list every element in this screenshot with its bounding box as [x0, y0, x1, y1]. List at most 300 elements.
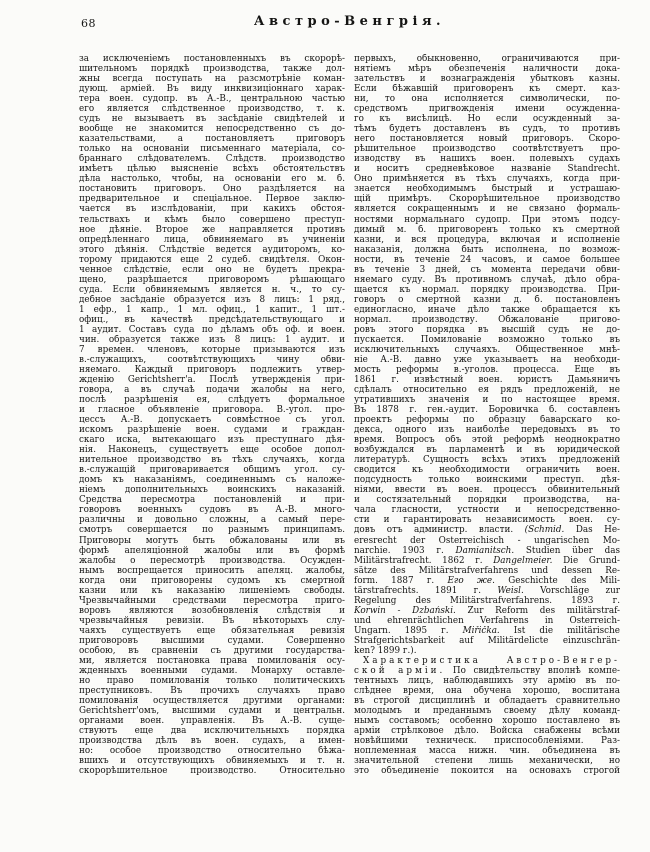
text-line	[354, 636, 620, 646]
text-run: искомъ разрѣшеніе воен. судами и граждан-	[79, 425, 345, 436]
text-line	[354, 365, 620, 375]
text-run: сводится къ необходимости ограничить воен.	[354, 465, 620, 476]
text-run: говора, а въ случаѣ подачи жалобы на него,	[79, 385, 345, 396]
text-line	[79, 626, 345, 636]
text-run: въ строгой дисциплинѣ и обладаетъ сравнительно	[354, 696, 620, 706]
text-line	[79, 375, 345, 385]
text-run: особою, въ сравненіи съ другими государства-	[79, 645, 345, 656]
text-run: рѣшительное производство соотвѣтствуетъ про-	[354, 144, 620, 155]
text-line	[354, 144, 620, 154]
text-line	[79, 285, 345, 295]
text-run: наказанія, должна быть исполнена, по возмож-	[354, 244, 620, 255]
text-run: средствомъ пригвожденія имени осужденна-	[354, 104, 620, 115]
text-run: Оно примѣняется въ тѣхъ случаяхъ, когда при-	[354, 174, 620, 185]
text-run: Studien über das	[514, 545, 620, 556]
text-line	[354, 225, 620, 235]
text-line	[354, 666, 620, 676]
text-line	[79, 295, 345, 305]
text-run: слѣднее время, она обучена хорошо, воспитана	[354, 685, 620, 696]
text-line	[79, 365, 345, 375]
text-run: судъ не вызываетъ въ засѣданіе свидѣтелей и	[79, 114, 345, 125]
text-run: Zur Reform des militärstraf-	[455, 605, 620, 616]
text-run: Средства пересмотра постановленій и при-	[79, 495, 345, 506]
text-line	[79, 104, 345, 114]
text-run: производства дѣлъ въ воен. судахъ, а имен-	[79, 736, 345, 747]
text-run: это объединеніе покоится на основахъ строгой	[354, 766, 620, 777]
text-run: скаго иска, вытекающаго изъ преступнаго дѣя-	[79, 435, 345, 446]
text-run: тера воен. судопр. въ А.-В., центральною частью	[79, 94, 345, 105]
text-line	[354, 134, 620, 144]
text-line	[79, 616, 345, 626]
text-run: суда. Если обвиняемымъ является н. ч., то су-	[79, 284, 345, 295]
text-run: ствуютъ еще два исключительныхъ порядка	[79, 726, 345, 737]
text-run: Das He-	[564, 525, 620, 536]
text-run: Характеристика Австро-Венгер-	[363, 655, 620, 666]
text-line	[354, 706, 620, 716]
text-run: имѣетъ цѣлью выясненіе всѣхъ обстоятельствъ	[79, 164, 345, 175]
text-line	[354, 385, 620, 395]
text-line	[354, 174, 620, 184]
text-line	[79, 636, 345, 646]
text-run: въ теченіе 3 дней, съ момента передачи обви-	[354, 264, 620, 275]
text-run: чрезвычайныя ревизіи. Въ нѣкоторыхъ слу-	[79, 615, 345, 626]
text-run: но: особое производство относительно бѣжа-	[79, 746, 345, 757]
text-line	[354, 746, 620, 756]
text-run: органами воен. управленія. Въ А.-В. суще-	[79, 716, 345, 727]
text-line	[354, 626, 620, 636]
text-line	[79, 736, 345, 746]
text-line	[354, 305, 620, 315]
text-run: помилованія осуществляется другими органами:	[79, 696, 345, 706]
text-line	[354, 94, 620, 104]
text-run: и носитъ средневѣковое названіе Standrecht.	[354, 164, 620, 175]
text-line	[354, 425, 620, 435]
text-run: ноплеменная масса нижн. чин. объединена въ	[354, 746, 620, 757]
text-line	[79, 164, 345, 174]
text-run: казни, и вся процедура, включая и исполненіе	[354, 234, 620, 245]
text-run: утратившихъ значенія и по настоящее время.	[354, 395, 620, 406]
text-run: и гласное объявленіе приговора. В.-угол. про-	[79, 405, 345, 416]
text-run: жденію Gerichtsherr'а. Послѣ утвержденія при-	[79, 375, 345, 385]
text-body	[79, 54, 620, 776]
running-head	[79, 14, 620, 32]
text-run: Dangelmeier.	[493, 555, 553, 566]
text-run: приговоровъ высшими судами. Совершенно	[79, 635, 345, 646]
text-line	[79, 235, 345, 245]
text-run: щій примѣръ. Скорорѣшительное производство	[354, 194, 620, 205]
text-line	[354, 676, 620, 686]
text-run: нымъ воспрещается приносить апеляц. жалобы,	[79, 565, 345, 576]
text-line	[354, 646, 620, 656]
text-run: опредѣленнаго лица, обвиняемаго въ учиненіи	[79, 234, 345, 245]
text-line	[79, 485, 345, 495]
text-run: нымъ составомъ; особенно хорошо поставлено въ	[354, 716, 620, 727]
page-number: 68	[81, 17, 96, 30]
text-run: Die Grund-	[552, 555, 620, 566]
text-line	[354, 64, 620, 74]
text-run: ченное слѣдствіе, если оно не будетъ прекра-	[79, 264, 345, 275]
text-line	[79, 84, 345, 94]
text-run: няемаго. Каждый приговоръ подлежитъ утвер-	[79, 364, 345, 375]
text-run: в.-служащій приговаривается общимъ угол. су-	[79, 465, 345, 476]
text-line	[79, 495, 345, 505]
text-run: говоровъ военныхъ судовъ въ А.-В. много-	[79, 505, 345, 516]
text-line	[354, 616, 620, 626]
text-line	[79, 385, 345, 395]
text-line	[354, 696, 620, 706]
text-line	[354, 285, 620, 295]
text-line	[79, 225, 345, 235]
text-run: ровъ этого порядка въ высшій судъ не до-	[354, 324, 620, 335]
text-line	[79, 726, 345, 736]
text-line	[79, 455, 345, 465]
text-line	[79, 596, 345, 606]
text-run: дующ. арміей. Въ виду инквизиціоннаго харак-	[79, 84, 345, 95]
text-line	[354, 556, 620, 566]
text-run: молодымъ и преданнымъ своему дѣлу команд-	[354, 706, 620, 717]
text-run: различны и довольно сложны, а самый пере-	[79, 515, 345, 526]
text-line	[354, 235, 620, 245]
text-line	[354, 546, 620, 556]
text-run: жденныхъ военными судами. Монарху оставле-	[79, 665, 345, 676]
text-line	[354, 736, 620, 746]
text-line	[79, 425, 345, 435]
text-run: смотръ совершается по разнымъ принципамъ.	[79, 525, 345, 536]
text-line	[354, 215, 620, 225]
text-run: время. Вопросъ объ этой реформѣ неоднократно	[354, 435, 620, 446]
text-line	[79, 756, 345, 766]
text-line	[79, 435, 345, 445]
text-run: формѣ апеляціонной жалобы или въ формѣ	[79, 545, 345, 556]
text-line	[354, 415, 620, 425]
text-line	[354, 104, 620, 114]
text-line	[354, 525, 620, 535]
text-run: цессъ А.-В. допускаетъ совмѣстное съ угол.	[79, 415, 345, 426]
text-run: 1 аудит. Составъ суда по дѣламъ объ оф. и воен.	[79, 324, 345, 335]
text-run: нія. Наконецъ, существуетъ еще особое допол-	[79, 445, 345, 456]
text-run: казни или къ наказанію лишеніемъ свободы.	[79, 585, 345, 596]
text-run: дѣла настолько, чтобы, на основаніи его м. б.	[79, 174, 345, 185]
text-run: щается къ нормал. порядку производства. При-	[354, 284, 620, 295]
text-line	[79, 666, 345, 676]
text-line	[79, 415, 345, 425]
text-line	[79, 124, 345, 134]
text-run: предварительное и спеціальное. Первое заклю-	[79, 194, 345, 205]
text-line	[79, 576, 345, 586]
text-line	[354, 395, 620, 405]
text-line	[79, 154, 345, 164]
text-line	[354, 295, 620, 305]
text-line	[79, 656, 345, 666]
text-line	[79, 536, 345, 546]
text-run: сдѣлалъ относительно ея рядъ предложеній, не	[354, 385, 620, 396]
text-run: пускается. Помилованіе возможно только въ	[354, 334, 620, 345]
text-line	[79, 64, 345, 74]
text-run: единогласно, иначе дѣло также обращается къ	[354, 304, 620, 315]
text-run: казательствами, а постановляетъ приговоръ	[79, 134, 345, 145]
text-run: ніе А.-В. давно уже указываетъ на необходи-	[354, 354, 620, 365]
text-run: Weisl.	[497, 585, 524, 596]
text-run: браннаго слѣдователемъ. Слѣдств. производство	[79, 154, 345, 165]
text-run: нормал. производству. Обжалованіе пригово-	[354, 314, 620, 325]
text-run: него постановляется новый приговоръ. Скоро-	[354, 134, 620, 145]
text-run: Militärstrafrecht. 1862 г.	[354, 555, 494, 566]
text-run: зательствъ и вознагражденія убытковъ казны.	[354, 74, 620, 85]
text-line	[354, 465, 620, 475]
text-run: Если бѣжавшій приговоренъ къ смерт. каз-	[354, 84, 620, 95]
text-line	[354, 485, 620, 495]
text-run: говоръ о смертной казни д. б. постановленъ	[354, 294, 620, 305]
text-run: ности, въ теченіе 24 часовъ, и самое большее	[354, 254, 620, 265]
text-line	[354, 726, 620, 736]
text-run: чала гласности, устности и непосредственно-	[354, 505, 620, 516]
text-line	[79, 525, 345, 535]
text-run: шительномъ порядкѣ производства, также дол-	[79, 64, 345, 75]
text-run: нятіемъ мѣръ обезпеченія наличности дока-	[354, 64, 620, 75]
text-line	[354, 124, 620, 134]
text-line	[79, 445, 345, 455]
text-line	[354, 164, 620, 174]
text-line	[354, 716, 620, 726]
text-run: Его же.	[447, 575, 495, 586]
text-run: постановить приговоръ. Оно раздѣляется на	[79, 184, 345, 195]
text-run: го къ висѣлицѣ. Но если осужденный за-	[354, 114, 620, 125]
text-line	[354, 596, 620, 606]
text-line	[354, 265, 620, 275]
text-line	[79, 706, 345, 716]
text-line	[79, 355, 345, 365]
text-run: жны всегда поступать на разсмотрѣніе коман-	[79, 74, 345, 85]
text-run: только на основаніи письменнаго матеріала, со-	[79, 144, 345, 155]
text-line	[354, 335, 620, 345]
text-run: (Schmid.	[524, 525, 565, 536]
text-line	[79, 335, 345, 345]
text-run: этого дѣянія. Слѣдствіе ведется аудиторомъ, ко-	[79, 244, 345, 255]
text-line	[79, 54, 345, 64]
text-line	[79, 194, 345, 204]
text-line	[79, 686, 345, 696]
text-line	[79, 265, 345, 275]
text-run: исключительныхъ случаяхъ. Общественное мнѣ-	[354, 344, 620, 355]
text-line	[79, 465, 345, 475]
text-run: ніемъ дополнительныхъ воинскихъ наказаній.	[79, 485, 345, 496]
text-run: ни, то она исполняется символически, по-	[354, 94, 620, 105]
page-title: Австро-Венгрія.	[253, 14, 446, 29]
text-run: вообще не знакомится непосредственно съ до-	[79, 124, 345, 135]
text-run: домъ къ наказаніямъ, соединеннымъ съ наложе-	[79, 475, 345, 486]
text-run: eresrecht der Österreichisch - ungarischen Mo-	[354, 535, 620, 546]
text-run: По свидѣтельству вполнѣ компе-	[445, 665, 620, 676]
text-run: но право помилованія только политическихъ	[79, 675, 345, 686]
text-run: мость реформы в.-уголов. процесса. Еще въ	[354, 364, 620, 375]
text-run: ное дѣяніе. Второе же направляется противъ	[79, 224, 345, 235]
text-run: послѣ разрѣшенія ея, слѣдуетъ формальное	[79, 395, 345, 406]
text-line	[354, 54, 620, 64]
text-run: чается въ изслѣдованіи, при какихъ обстоя-	[79, 204, 345, 215]
text-line	[79, 305, 345, 315]
text-run: 1861 г. извѣстный воен. юристъ Дамьяничъ	[354, 375, 620, 385]
text-run: арміи стрѣлковое дѣло. Войска снабжены всѣми	[354, 726, 620, 737]
text-run: ской арміи.	[354, 665, 446, 676]
text-line	[79, 74, 345, 84]
text-run: является сокращеннымъ и не связано формаль-	[354, 204, 620, 215]
text-line	[79, 676, 345, 686]
text-line	[354, 475, 620, 485]
text-run: und ehrenrächtlichen Verfahrens in Österreich-	[354, 615, 620, 626]
text-line	[354, 586, 620, 596]
text-line	[354, 606, 620, 616]
text-run: 1 ефр., 1 капр., 1 мл. офиц., 1 капит., 1 шт.-	[79, 304, 345, 315]
text-line	[354, 375, 620, 385]
text-line	[79, 134, 345, 144]
text-run: Regelung des Militärstrafverfahrens. 1893 г.	[354, 595, 620, 606]
text-line	[354, 194, 620, 204]
text-line	[354, 656, 620, 666]
text-line	[79, 746, 345, 756]
text-line	[354, 114, 620, 124]
text-run: его является слѣдственное производство, т. к.	[79, 104, 345, 115]
text-line	[79, 556, 345, 566]
text-line	[354, 435, 620, 445]
text-line	[354, 515, 620, 525]
text-run: торому придаются еще 2 судеб. свидѣтеля. Окон-	[79, 254, 345, 265]
text-line	[354, 536, 620, 546]
column-right	[354, 54, 620, 776]
text-line	[79, 94, 345, 104]
text-line	[79, 345, 345, 355]
text-run: довъ отъ администр. власти.	[354, 525, 525, 536]
text-line	[79, 395, 345, 405]
text-line	[354, 275, 620, 285]
text-line	[79, 646, 345, 656]
text-line	[79, 184, 345, 194]
column-left	[79, 54, 345, 776]
text-run: sätze des Militärstrafverfahrens und dessen Re-	[354, 565, 620, 576]
text-run: Miřička.	[462, 625, 500, 636]
text-run: Ungarn. 1895 г.	[354, 625, 463, 636]
text-run: воровъ являются возобновленія слѣдствія и	[79, 605, 345, 616]
text-run: тѣмъ будетъ доставленъ въ судъ, то противъ	[354, 124, 620, 135]
text-run: чин. образуется также изъ 8 лицъ: 1 аудит. и	[79, 334, 345, 345]
text-line	[354, 345, 620, 355]
text-line	[354, 756, 620, 766]
text-line	[354, 495, 620, 505]
text-line	[354, 204, 620, 214]
text-line	[354, 74, 620, 84]
text-line	[354, 445, 620, 455]
text-run: Geschichte des Mili-	[494, 575, 620, 586]
text-line	[79, 566, 345, 576]
text-run: офиц., въ качествѣ предсѣдательствующаго и	[79, 314, 345, 325]
text-run: нительное производство въ тѣхъ случаяхъ, когда	[79, 455, 345, 466]
text-run: знается необходимымъ быстрый и устрашаю-	[354, 184, 620, 195]
text-line	[79, 716, 345, 726]
text-run: narchie. 1903 г.	[354, 545, 456, 556]
text-line	[354, 255, 620, 265]
text-run: декса, одного изъ наиболѣе передовыхъ въ то	[354, 425, 620, 436]
text-run: скорорѣшительное производство. Относительно	[79, 766, 345, 777]
text-line	[354, 325, 620, 335]
text-line	[354, 576, 620, 586]
text-run: тентныхъ лицъ, наблюдавшихъ эту армію въ по-	[354, 675, 620, 686]
text-line	[79, 174, 345, 184]
text-run: Въ 1878 г. ген.-аудит. Боровичка б. составленъ	[354, 405, 620, 416]
text-run: вшихъ и отсутствующихъ обвиняемыхъ и т. н.	[79, 756, 345, 767]
text-line	[79, 204, 345, 214]
text-run: Ist die militärische	[499, 625, 620, 636]
text-run: возбуждался въ парламентѣ и въ юридической	[354, 445, 620, 456]
text-line	[79, 696, 345, 706]
text-run: преступниковъ. Въ прочихъ случаяхъ право	[79, 685, 345, 696]
text-run: первыхъ, обыкновенно, ограничиваются при-	[354, 54, 620, 64]
text-line	[79, 245, 345, 255]
text-line	[354, 405, 620, 415]
text-run: Vorschläge zur	[523, 585, 620, 596]
text-run: ми, является постановка права помилованія осу-	[79, 655, 345, 666]
text-line	[79, 325, 345, 335]
text-run: новѣйшими техническ. приспособленіями. Раз-	[354, 736, 620, 747]
text-run: ніями, ввести въ воен. процессъ обвинительный	[354, 485, 620, 496]
text-run: Strafgerichtsbarkeit auf Militärdelicte einzuschrän-	[354, 635, 620, 646]
text-run: 7 времен. членовъ, которые призываются изъ	[79, 344, 345, 355]
text-run: проектъ реформы по образцу баварскаго ко-	[354, 415, 620, 426]
text-run: няемаго суду. Въ противномъ случаѣ, дѣло обра-	[354, 274, 620, 285]
text-run: литературѣ. Сущность всѣхъ этихъ предложеній	[354, 455, 620, 466]
text-run: дебное засѣданіе образуется изъ 8 лицъ: 1 ряд.,	[79, 294, 345, 305]
text-run: и состязательный порядки производства, на-	[354, 495, 620, 506]
text-line	[79, 766, 345, 776]
text-line	[354, 315, 620, 325]
text-line	[354, 84, 620, 94]
text-line	[79, 144, 345, 154]
text-line	[354, 154, 620, 164]
text-run: Чрезвычайными средствами пересмотра приго-	[79, 595, 345, 606]
text-run: щено, разрѣшается приговоромъ рѣшающаго	[79, 274, 345, 285]
text-line	[79, 315, 345, 325]
text-line	[354, 184, 620, 194]
text-line	[354, 686, 620, 696]
text-run: tärstrafrechts. 1891 г.	[354, 585, 498, 596]
text-run: в.-служащихъ, соотвѣтствующихъ чину обви-	[79, 354, 345, 365]
text-line	[79, 505, 345, 515]
text-run: значительной степени лишь механически, но	[354, 756, 620, 767]
text-run: Korwin - Dzbański.	[354, 605, 456, 616]
text-run: подсудность только воинскими преступ. дѣя-	[354, 475, 620, 486]
text-run: сти и гарантировать независимость воен. су-	[354, 515, 620, 526]
text-run: за исключеніемъ постановленныхъ въ скорорѣ-	[79, 54, 345, 64]
text-run: когда они приговорены судомъ къ смертной	[79, 575, 345, 586]
text-line	[79, 215, 345, 225]
text-line	[354, 355, 620, 365]
text-run: чаяхъ существуетъ еще обязательная ревизія	[79, 625, 345, 636]
text-run: изводству въ нашихъ воен. полевыхъ судахъ	[354, 154, 620, 165]
text-line	[79, 546, 345, 556]
text-run: Приговоры могутъ быть обжалованы или въ	[79, 535, 345, 546]
text-run: димый м. б. приговоренъ только къ смертной	[354, 224, 620, 235]
text-run: Damianitsch.	[455, 545, 515, 556]
text-run: Gerichtsherr'омъ, высшими судами и центральн.	[79, 706, 345, 717]
text-line	[354, 566, 620, 576]
text-line	[79, 606, 345, 616]
text-line	[79, 255, 345, 265]
text-line	[354, 245, 620, 255]
text-line	[79, 275, 345, 285]
text-run: form. 1887 г.	[354, 575, 448, 586]
text-line	[354, 766, 620, 776]
text-run: тельствахъ и кѣмъ было совершено преступ-	[79, 214, 345, 225]
text-line	[354, 455, 620, 465]
text-run: ken? 1899 г.).	[354, 645, 417, 656]
